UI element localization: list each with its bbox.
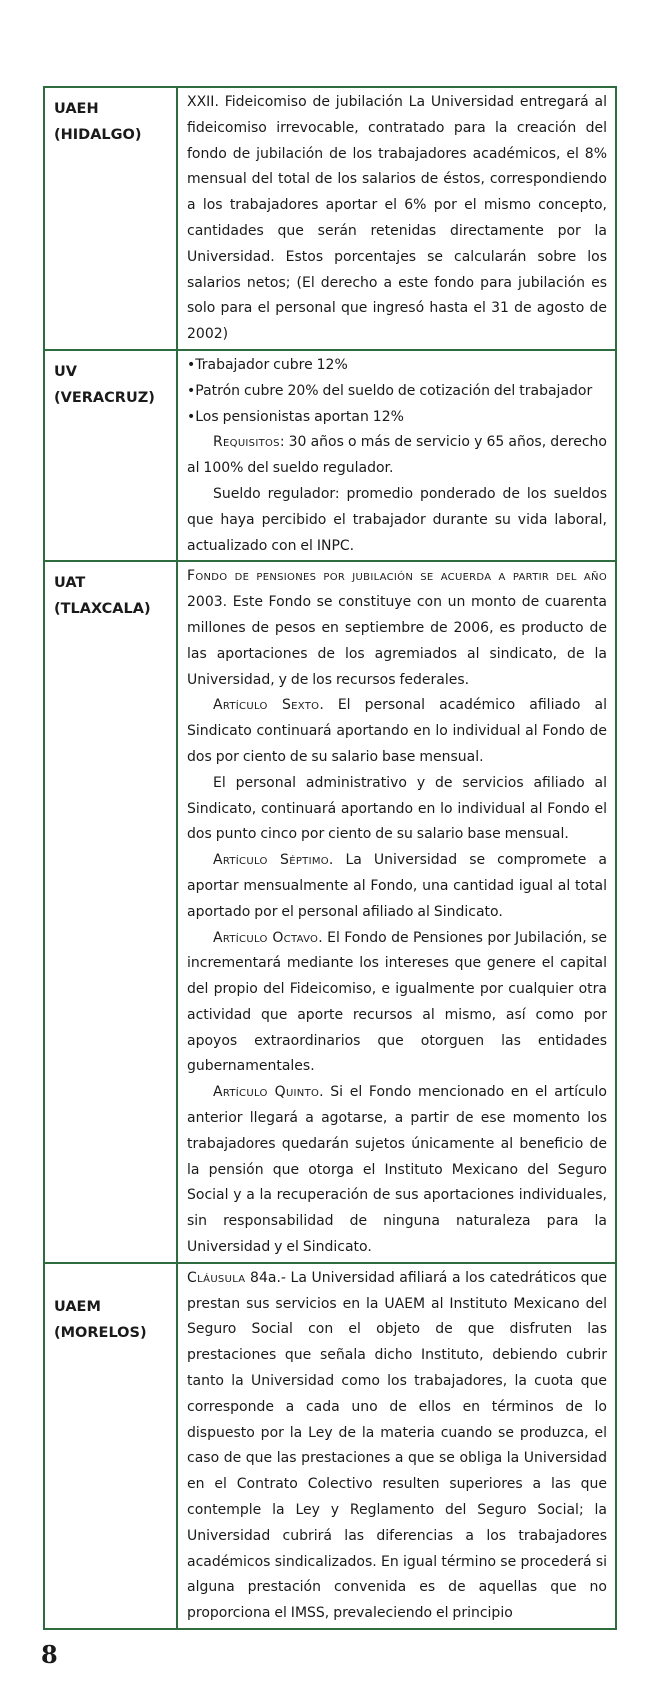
paragraph-text: 84a.- La Universidad afiliará a los catedráticos que prestan sus servicios en la UAEM al Instituto Mexicano del Seguro Social con el objeto de que disfruten las prestaciones que señala dicho Instituto, debiendo cubrir tanto la Universidad como los trabajadores, la cuota que corresponde a cada uno de ellos en términos de lo dispuesto por la Ley de la materia cuando se produzca, el caso de que las prestaciones a que se obliga la Universidad en el Contrato Colectivo resulten superiores a las que contemple la Ley y Reglamento del Seguro Social; la Universidad cubrirá las diferencias a los trabajadores académicos sindicalizados. En igual término se procederá si alguna prestación convenida es de aquellas que no proporciona el IMSS, prevaleciendo el principio	[187, 1269, 607, 1622]
paragraph	[187, 693, 607, 770]
institution-state: (MORELOS)	[54, 1324, 147, 1341]
pension-table	[43, 86, 617, 1630]
bullet-item: •Los pensionistas aportan 12%	[187, 408, 404, 425]
description-cell	[177, 87, 616, 350]
smallcaps-heading: Artículo Quinto	[213, 1084, 320, 1101]
description-cell	[177, 350, 616, 561]
smallcaps-heading: Artículo Sexto	[213, 697, 320, 714]
institution-cell	[44, 561, 177, 1263]
smallcaps-heading: Fondo de pensiones por jubilación se acuerda a partir del año	[187, 568, 607, 585]
page-number: 8	[41, 1640, 58, 1669]
institution-cell	[44, 350, 177, 561]
paragraph	[187, 564, 607, 693]
table-row-uv	[44, 350, 616, 561]
description-cell	[177, 561, 616, 1263]
institution-cell	[44, 1263, 177, 1629]
paragraph-text: . El personal académico afiliado al Sindicato continuará aportando en lo individual al Fondo de dos por ciento de su salario base mensual.	[187, 697, 607, 765]
institution-state: (TLAXCALA)	[54, 601, 151, 618]
paragraph	[187, 848, 607, 925]
paragraph	[187, 1080, 607, 1261]
paragraph	[187, 926, 607, 1081]
paragraph-text: : 30 años o más de servicio y 65 años, derecho al 100% del sueldo regulador.	[187, 434, 607, 477]
paragraph: Sueldo regulador: promedio ponderado de los sueldos que haya percibido el trabajador durante su vida laboral, actualizado con el INPC.	[187, 485, 607, 554]
institution-name: UAEH	[54, 101, 99, 117]
paragraph: XXII. Fideicomiso de jubilación La Universidad entregará al fideicomiso irrevocable, contratado para la creación del fondo de jubilación de los trabajadores académicos, el 8% mensual del total de los salarios de éstos, correspondiendo a los trabajadores aportar el 6% por el mismo concepto, cantidades que serán retenidas directamente por la Universidad. Estos porcentajes se calcularán sobre los salarios netos; (El derecho a este fondo para jubilación es solo para el personal que ingresó hasta el 31 de agosto de 2002)	[187, 94, 607, 343]
table-row-uaem	[44, 1263, 616, 1629]
bullet-item: •Patrón cubre 20% del sueldo de cotización del trabajador	[187, 382, 593, 399]
paragraph-text: . Si el Fondo mencionado en el artículo anterior llegará a agotarse, a partir de ese momento los trabajadores quedarán sujetos únicamente al beneficio de la pensión que otorga el Instituto Mexicano del Seguro Social y a la recuperación de sus aportaciones individuales, sin responsabilidad de ninguna naturaleza para la Universidad y el Sindicato.	[187, 1084, 607, 1256]
institution-name: UV	[54, 363, 77, 380]
smallcaps-heading: Cláusula	[187, 1269, 246, 1286]
paragraph	[187, 1266, 607, 1627]
paragraph: El personal administrativo y de servicios afiliado al Sindicato, continuará aportando en lo individual al Fondo el dos punto cinco por ciento de su salario base mensual.	[187, 774, 607, 843]
paragraph-text: 2003. Este Fondo se constituye con un monto de cuarenta millones de pesos en septiembre de 2006, es producto de las aportaciones de los agremiados al sindicato, de la Universidad, y de los recursos federales.	[187, 594, 607, 688]
table-row-uaeh	[44, 87, 616, 350]
smallcaps-heading: Requisitos	[213, 434, 280, 451]
smallcaps-heading: Artículo Octavo	[213, 929, 319, 946]
paragraph-text: . La Universidad se compromete a aportar mensualmente al Fondo, una cantidad igual al total aportado por el personal afiliado al Sindicato.	[187, 852, 607, 920]
paragraph	[187, 430, 607, 482]
institution-name: UAT	[54, 575, 86, 592]
bullet-item: •Trabajador cubre 12%	[187, 356, 348, 373]
paragraph-text: . El Fondo de Pensiones por Jubilación, se incrementará mediante los intereses que genere el capital del propio del Fideicomiso, e igualmente por cualquier otra actividad que aporte recursos al mismo, así como por apoyos extraordinarios que otorguen las entidades gubernamentales.	[187, 929, 608, 1075]
description-cell	[177, 1263, 616, 1629]
institution-state: (VERACRUZ)	[54, 389, 155, 406]
institution-state: (HIDALGO)	[54, 127, 142, 143]
institution-name: UAEM	[54, 1298, 101, 1315]
institution-cell	[44, 87, 177, 350]
table-row-uat	[44, 561, 616, 1263]
smallcaps-heading: Artículo Séptimo	[213, 852, 329, 869]
